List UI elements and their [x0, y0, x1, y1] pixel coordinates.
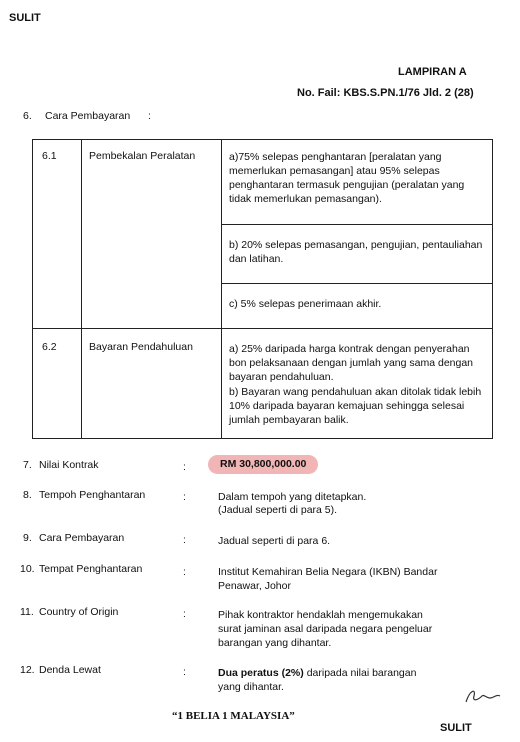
item-9-colon: :: [183, 534, 186, 546]
item-11-value: Pihak kontraktor hendaklah mengemukakan: [218, 609, 423, 621]
file-number: No. Fail: KBS.S.PN.1/76 Jld. 2 (28): [297, 87, 474, 99]
item-9-label: Cara Pembayaran: [39, 532, 125, 544]
section-6-label: Cara Pembayaran: [45, 110, 131, 122]
item-10-number: 10.: [20, 563, 35, 575]
row-6-2-number: 6.2: [42, 341, 57, 353]
item-7-colon: :: [183, 461, 186, 473]
table-divider: [81, 140, 82, 438]
item-9-number: 9.: [23, 532, 32, 544]
item-10-value: Institut Kemahiran Belia Negara (IKBN) Bandar: [218, 566, 438, 578]
item-7-number: 7.: [23, 459, 32, 471]
item-12-value-line2: yang dihantar.: [218, 681, 284, 693]
item-12-value-rest: daripada nilai barangan: [303, 667, 417, 679]
item-12-colon: :: [183, 666, 186, 678]
signature-mark: [462, 686, 506, 708]
item-8-number: 8.: [23, 489, 32, 501]
item-11-label: Country of Origin: [39, 606, 119, 618]
table-divider: [221, 224, 492, 225]
section-6-number: 6.: [23, 110, 32, 122]
slogan: “1 BELIA 1 MALAYSIA”: [172, 710, 295, 722]
item-8-value: Dalam tempoh yang ditetapkan.: [218, 491, 367, 503]
item-10-label: Tempat Penghantaran: [39, 563, 143, 575]
item-9-value: Jadual seperti di para 6.: [218, 535, 331, 547]
table-divider: [33, 328, 492, 329]
classification-bottom: SULIT: [440, 722, 472, 734]
row-6-1-number: 6.1: [42, 150, 57, 162]
item-8-value-line2: (Jadual seperti di para 5).: [218, 504, 338, 516]
table-divider: [221, 140, 222, 438]
item-12-value: [218, 667, 416, 680]
item-8-colon: :: [183, 491, 186, 503]
item-10-colon: :: [183, 566, 186, 578]
item-10-value-line2: Penawar, Johor: [218, 580, 291, 592]
row-6-2-item-b: b) Bayaran wang pendahuluan akan ditolak tidak lebih 10% daripada bayaran kemajuan sehingga selesai jumlah pembayaran balik.: [229, 386, 482, 426]
section-6-colon: :: [148, 110, 151, 122]
row-6-1-item-b: b) 20% selepas pemasangan, pengujian, pentauliahan dan latihan.: [229, 239, 483, 265]
classification-top: SULIT: [9, 12, 41, 24]
payment-table: [32, 139, 493, 439]
item-11-colon: :: [183, 608, 186, 620]
item-11-number: 11.: [20, 606, 34, 618]
row-6-2-item-a: a) 25% daripada harga kontrak dengan penyerahan bon pelaksanaan dengan jumlah yang sama dengan bayaran pendahuluan.: [229, 343, 474, 383]
lampiran-label: LAMPIRAN A: [398, 66, 467, 78]
item-12-label: Denda Lewat: [39, 664, 101, 676]
table-divider: [221, 283, 492, 284]
item-12-value-bold: Dua peratus (2%): [218, 667, 304, 679]
row-6-1-item-c: c) 5% selepas penerimaan akhir.: [229, 298, 382, 310]
item-7-label: Nilai Kontrak: [39, 459, 99, 471]
row-6-1-item-a: a)75% selepas penghantaran [peralatan yang memerlukan pemasangan] atau 95% selepas penghantaran termasuk pengujian (peralatan yang tidak memerlukan pemasangan).: [229, 151, 465, 205]
item-8-label: Tempoh Penghantaran: [39, 489, 146, 501]
item-11-value-line3: barangan yang dihantar.: [218, 637, 332, 649]
contract-value: RM 30,800,000.00: [208, 455, 318, 474]
row-6-2-title: Bayaran Pendahuluan: [89, 341, 193, 353]
item-12-number: 12.: [20, 664, 35, 676]
item-11-value-line2: surat jaminan asal daripada negara pengeluar: [218, 623, 433, 635]
row-6-1-title: Pembekalan Peralatan: [89, 150, 196, 162]
